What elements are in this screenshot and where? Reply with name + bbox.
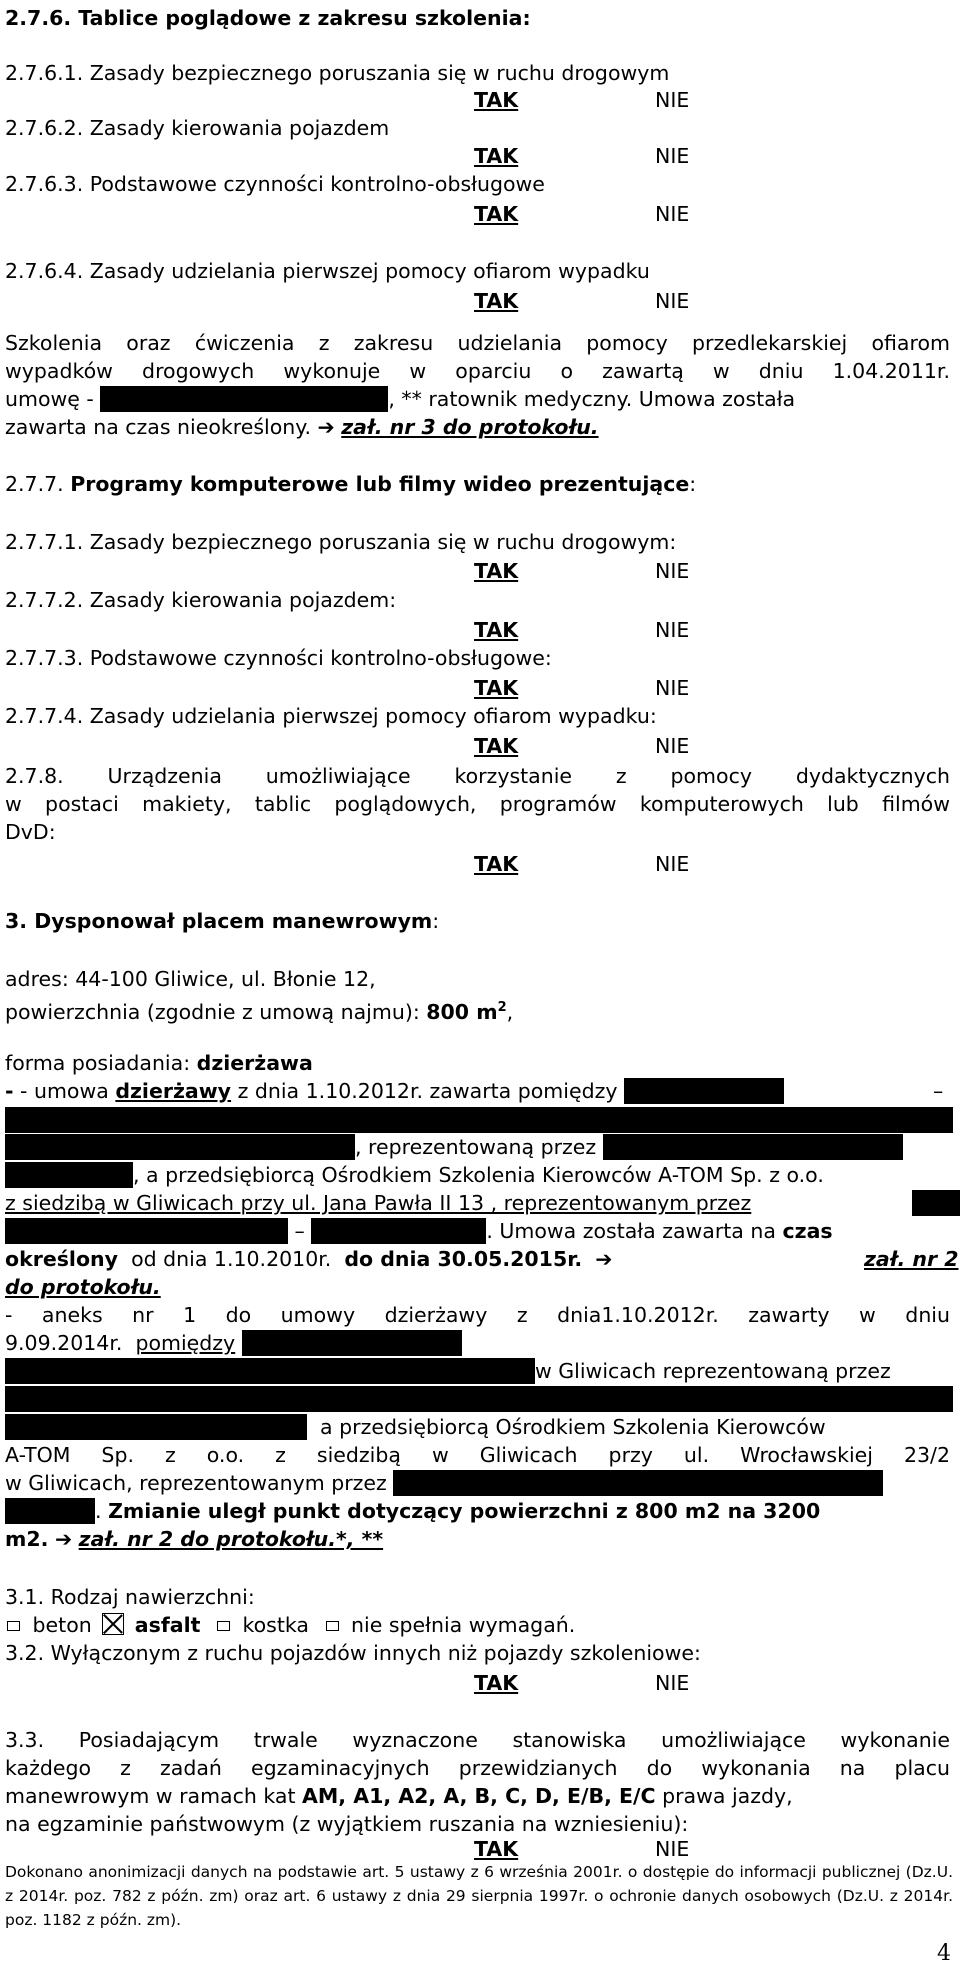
address: adres: 44-100 Gliwice, ul. Błonie 12, [5, 967, 376, 991]
area-label: powierzchnia (zgodnie z umową najmu): [5, 999, 420, 1024]
training-line: Szkolenia oraz ćwiczenia z zakresu udzielania pomocy przedlekarskiej ofiarom [5, 331, 950, 355]
section-heading-277: 2.7.7. Programy komputerowe lub filmy wideo prezentujące: [5, 472, 697, 496]
annex-line [5, 1498, 820, 1525]
annex-line [5, 1386, 953, 1413]
nie-answer: NIE [655, 1837, 690, 1861]
tak-answer: TAK [474, 734, 519, 758]
attachment-ref: do protokołu. [5, 1275, 161, 1299]
section-heading-31: 3.1. Rodzaj nawierzchni: [5, 1585, 255, 1609]
lease-line [5, 1218, 833, 1245]
annex-unit: m2. [5, 1527, 49, 1551]
redaction-block [912, 1190, 960, 1216]
heading-text: Programy komputerowe lub filmy wideo prezentujące [70, 472, 690, 496]
annex-line: - aneks nr 1 do umowy dzierżawy z dnia1.10.2012r. zawarty w dniu [5, 1303, 950, 1327]
section-heading-3: 3. Dysponował placem manewrowym: [5, 909, 440, 933]
annex-line [5, 1330, 462, 1357]
arrow-right-icon: ➔ [54, 1527, 73, 1551]
lease-text: z siedzibą w Gliwicach przy ul. Jana Pawła II 13 , reprezentowanym przez [5, 1191, 752, 1215]
dash: – [294, 1219, 305, 1243]
checkbox-empty-icon [7, 1621, 20, 1631]
annex-text: w Gliwicach, reprezentowanym przez [5, 1471, 387, 1495]
tak-answer: TAK [474, 289, 519, 313]
item-2773: 2.7.7.3. Podstawowe czynności kontrolno-obsługowe: [5, 646, 552, 670]
heading-number: 2.7.7. [5, 472, 64, 496]
redaction-block [5, 1386, 953, 1412]
redaction-block [5, 1358, 535, 1384]
nie-answer: NIE [655, 88, 690, 112]
area-value: 800 m [426, 999, 498, 1024]
lease-text: z dnia 1.10.2012r. zawarta pomiędzy [237, 1079, 618, 1103]
attachment-ref: zał. nr 3 do protokołu. [341, 415, 599, 439]
checkbox-empty-icon [326, 1621, 339, 1631]
anonymization-footnote: Dokonano anonimizacji danych na podstawie art. 5 ustawy z 6 września 2001r. o dostępie do informacji publicznej (Dz.U. z 2014r. poz. 782 z późn. zm) oraz art. 6 ustawy z dnia 29 sierpnia 1997r. o ochronie danych osobowych (Dz.U. z 2014r. poz. 1182 z późn. zm). [5, 1863, 953, 1929]
redaction-block [5, 1134, 355, 1160]
annex-line [5, 1414, 826, 1441]
lease-text: , a przedsiębiorcą Ośrodkiem Szkolenia Kierowców A-TOM Sp. z o.o. [133, 1163, 824, 1187]
item-278-line: w postaci makiety, tablic poglądowych, programów komputerowych lub filmów [5, 792, 950, 816]
item-2771: 2.7.7.1. Zasady bezpiecznego poruszania się w ruchu drogowym: [5, 530, 677, 554]
annex-text: w Gliwicach reprezentowaną przez [535, 1359, 891, 1383]
lease-line [5, 1134, 903, 1161]
option-kostka: kostka [242, 1613, 309, 1637]
section-33-line: każdego z zadań egzaminacyjnych przewidzianych do wykonania na placu [5, 1756, 950, 1780]
annex-text: . [95, 1499, 102, 1523]
tak-answer: TAK [474, 1837, 519, 1861]
training-text: , ** ratownik medyczny. Umowa została [388, 387, 796, 411]
training-line: wypadków drogowych wykonuje w oparciu o zawartą w dniu 1.04.2011r. [5, 359, 950, 383]
nie-answer: NIE [655, 559, 690, 583]
annex-date: 9.09.2014r. [5, 1331, 123, 1355]
checkbox-checked-icon [102, 1613, 124, 1635]
lease-term: określony [5, 1247, 119, 1271]
attachment-ref: zał. nr 2 do protokołu.*, ** [78, 1527, 384, 1551]
redaction-block [5, 1218, 288, 1244]
nie-answer: NIE [655, 676, 690, 700]
section-heading-32: 3.2. Wyłączonym z ruchu pojazdów innych niż pojazdy szkoleniowe: [5, 1641, 701, 1665]
item-278-line: DvD: [5, 820, 56, 844]
redaction-block [311, 1218, 486, 1244]
item-2764: 2.7.6.4. Zasady udzielania pierwszej pomocy ofiarom wypadku [5, 259, 650, 283]
item-2762: 2.7.6.2. Zasady kierowania pojazdem [5, 116, 390, 140]
nie-answer: NIE [655, 852, 690, 876]
annex-text: pomiędzy [135, 1331, 236, 1355]
arrow-right-icon: ➔ [317, 415, 335, 439]
tak-answer: TAK [474, 88, 519, 112]
checkbox-empty-icon [217, 1621, 230, 1631]
item-2772: 2.7.7.2. Zasady kierowania pojazdem: [5, 588, 397, 612]
lease-text: - - umowa [5, 1079, 109, 1103]
annex-line: A-TOM Sp. z o.o. z siedzibą w Gliwicach przy ul. Wrocławskiej 23/2 [5, 1443, 950, 1467]
form-value: dzierżawa [196, 1051, 313, 1075]
lease-text: , reprezentowaną przez [355, 1135, 597, 1159]
page-number: 4 [937, 1941, 951, 1966]
redaction-block [5, 1414, 307, 1440]
lease-to: do dnia 30.05.2015r. [344, 1247, 583, 1271]
nie-answer: NIE [655, 144, 690, 168]
section-33-text: prawa jazdy, [662, 1784, 793, 1808]
item-2763: 2.7.6.3. Podstawowe czynności kontrolno-obsługowe [5, 172, 545, 196]
redaction-block [5, 1107, 953, 1133]
surface-options [5, 1612, 575, 1639]
lease-text: . Umowa została zawarta na [486, 1219, 776, 1243]
option-beton: beton [32, 1613, 92, 1637]
training-line [5, 386, 795, 413]
tak-answer: TAK [474, 852, 519, 876]
redaction-block [242, 1330, 462, 1356]
nie-answer: NIE [655, 289, 690, 313]
lease-line [5, 1246, 959, 1273]
lease-word: dzierżawy [115, 1079, 232, 1103]
option-asfalt: asfalt [134, 1613, 201, 1637]
form-label: forma posiadania: [5, 1051, 191, 1075]
tak-answer: TAK [474, 202, 519, 226]
annex-line [5, 1526, 383, 1553]
section-33-text: manewrowym w ramach kat [5, 1784, 296, 1808]
redaction-block [100, 386, 388, 412]
lease-from: od dnia 1.10.2010r. [131, 1247, 332, 1271]
area-line: powierzchnia (zgodnie z umową najmu): 800 $m^2$, [5, 999, 514, 1024]
area-sup: 2 [497, 1000, 507, 1015]
section-33-line [5, 1783, 793, 1810]
nie-answer: NIE [655, 1671, 690, 1695]
nie-answer: NIE [655, 618, 690, 642]
training-line [5, 414, 599, 441]
item-2761: 2.7.6.1. Zasady bezpiecznego poruszania się w ruchu drogowym [5, 61, 670, 85]
lease-text-bold: czas [782, 1219, 833, 1243]
tak-answer: TAK [474, 144, 519, 168]
redaction-block [603, 1134, 903, 1160]
heading-text: 3. Dysponował placem manewrowym [5, 909, 433, 933]
redaction-block [624, 1078, 784, 1104]
lease-line [5, 1162, 824, 1189]
section-heading-276: 2.7.6. Tablice poglądowe z zakresu szkolenia: [5, 6, 531, 30]
training-text: zawarta na czas nieokreślony. [5, 415, 311, 439]
form-line [5, 1050, 313, 1077]
lease-line [5, 1190, 751, 1217]
training-text: umowę - [5, 387, 94, 411]
tak-answer: TAK [474, 559, 519, 583]
annex-change: Zmianie uległ punkt dotyczący powierzchni z 800 m2 na 3200 [108, 1499, 821, 1523]
item-278-line: 2.7.8. Urządzenia umożliwiające korzystanie z pomocy dydaktycznych [5, 764, 950, 788]
license-categories: AM, A1, A2, A, B, C, D, E/B, E/C [302, 1784, 656, 1808]
annex-line [5, 1470, 883, 1497]
nie-answer: NIE [655, 202, 690, 226]
option-nie-spelnia: nie spełnia wymagań. [351, 1613, 576, 1637]
tak-answer: TAK [474, 1671, 519, 1695]
section-33-line: 3.3. Posiadającym trwale wyznaczone stanowiska umożliwiające wykonanie [5, 1728, 950, 1752]
redaction-block [5, 1162, 133, 1188]
arrow-right-icon: ➔ [595, 1247, 613, 1271]
dash: – [933, 1079, 944, 1103]
redaction-block [5, 1498, 95, 1524]
tak-answer: TAK [474, 676, 519, 700]
attachment-ref: zał. nr 2 [864, 1247, 959, 1271]
annex-line [5, 1358, 891, 1385]
tak-answer: TAK [474, 618, 519, 642]
redaction-block [393, 1470, 883, 1496]
nie-answer: NIE [655, 734, 690, 758]
lease-line [5, 1078, 944, 1105]
annex-text: a przedsiębiorcą Ośrodkiem Szkolenia Kierowców [320, 1415, 826, 1439]
section-33-line: na egzaminie państwowym (z wyjątkiem ruszania na wzniesieniu): [5, 1812, 689, 1836]
item-2774: 2.7.7.4. Zasady udzielania pierwszej pomocy ofiarom wypadku: [5, 704, 657, 728]
